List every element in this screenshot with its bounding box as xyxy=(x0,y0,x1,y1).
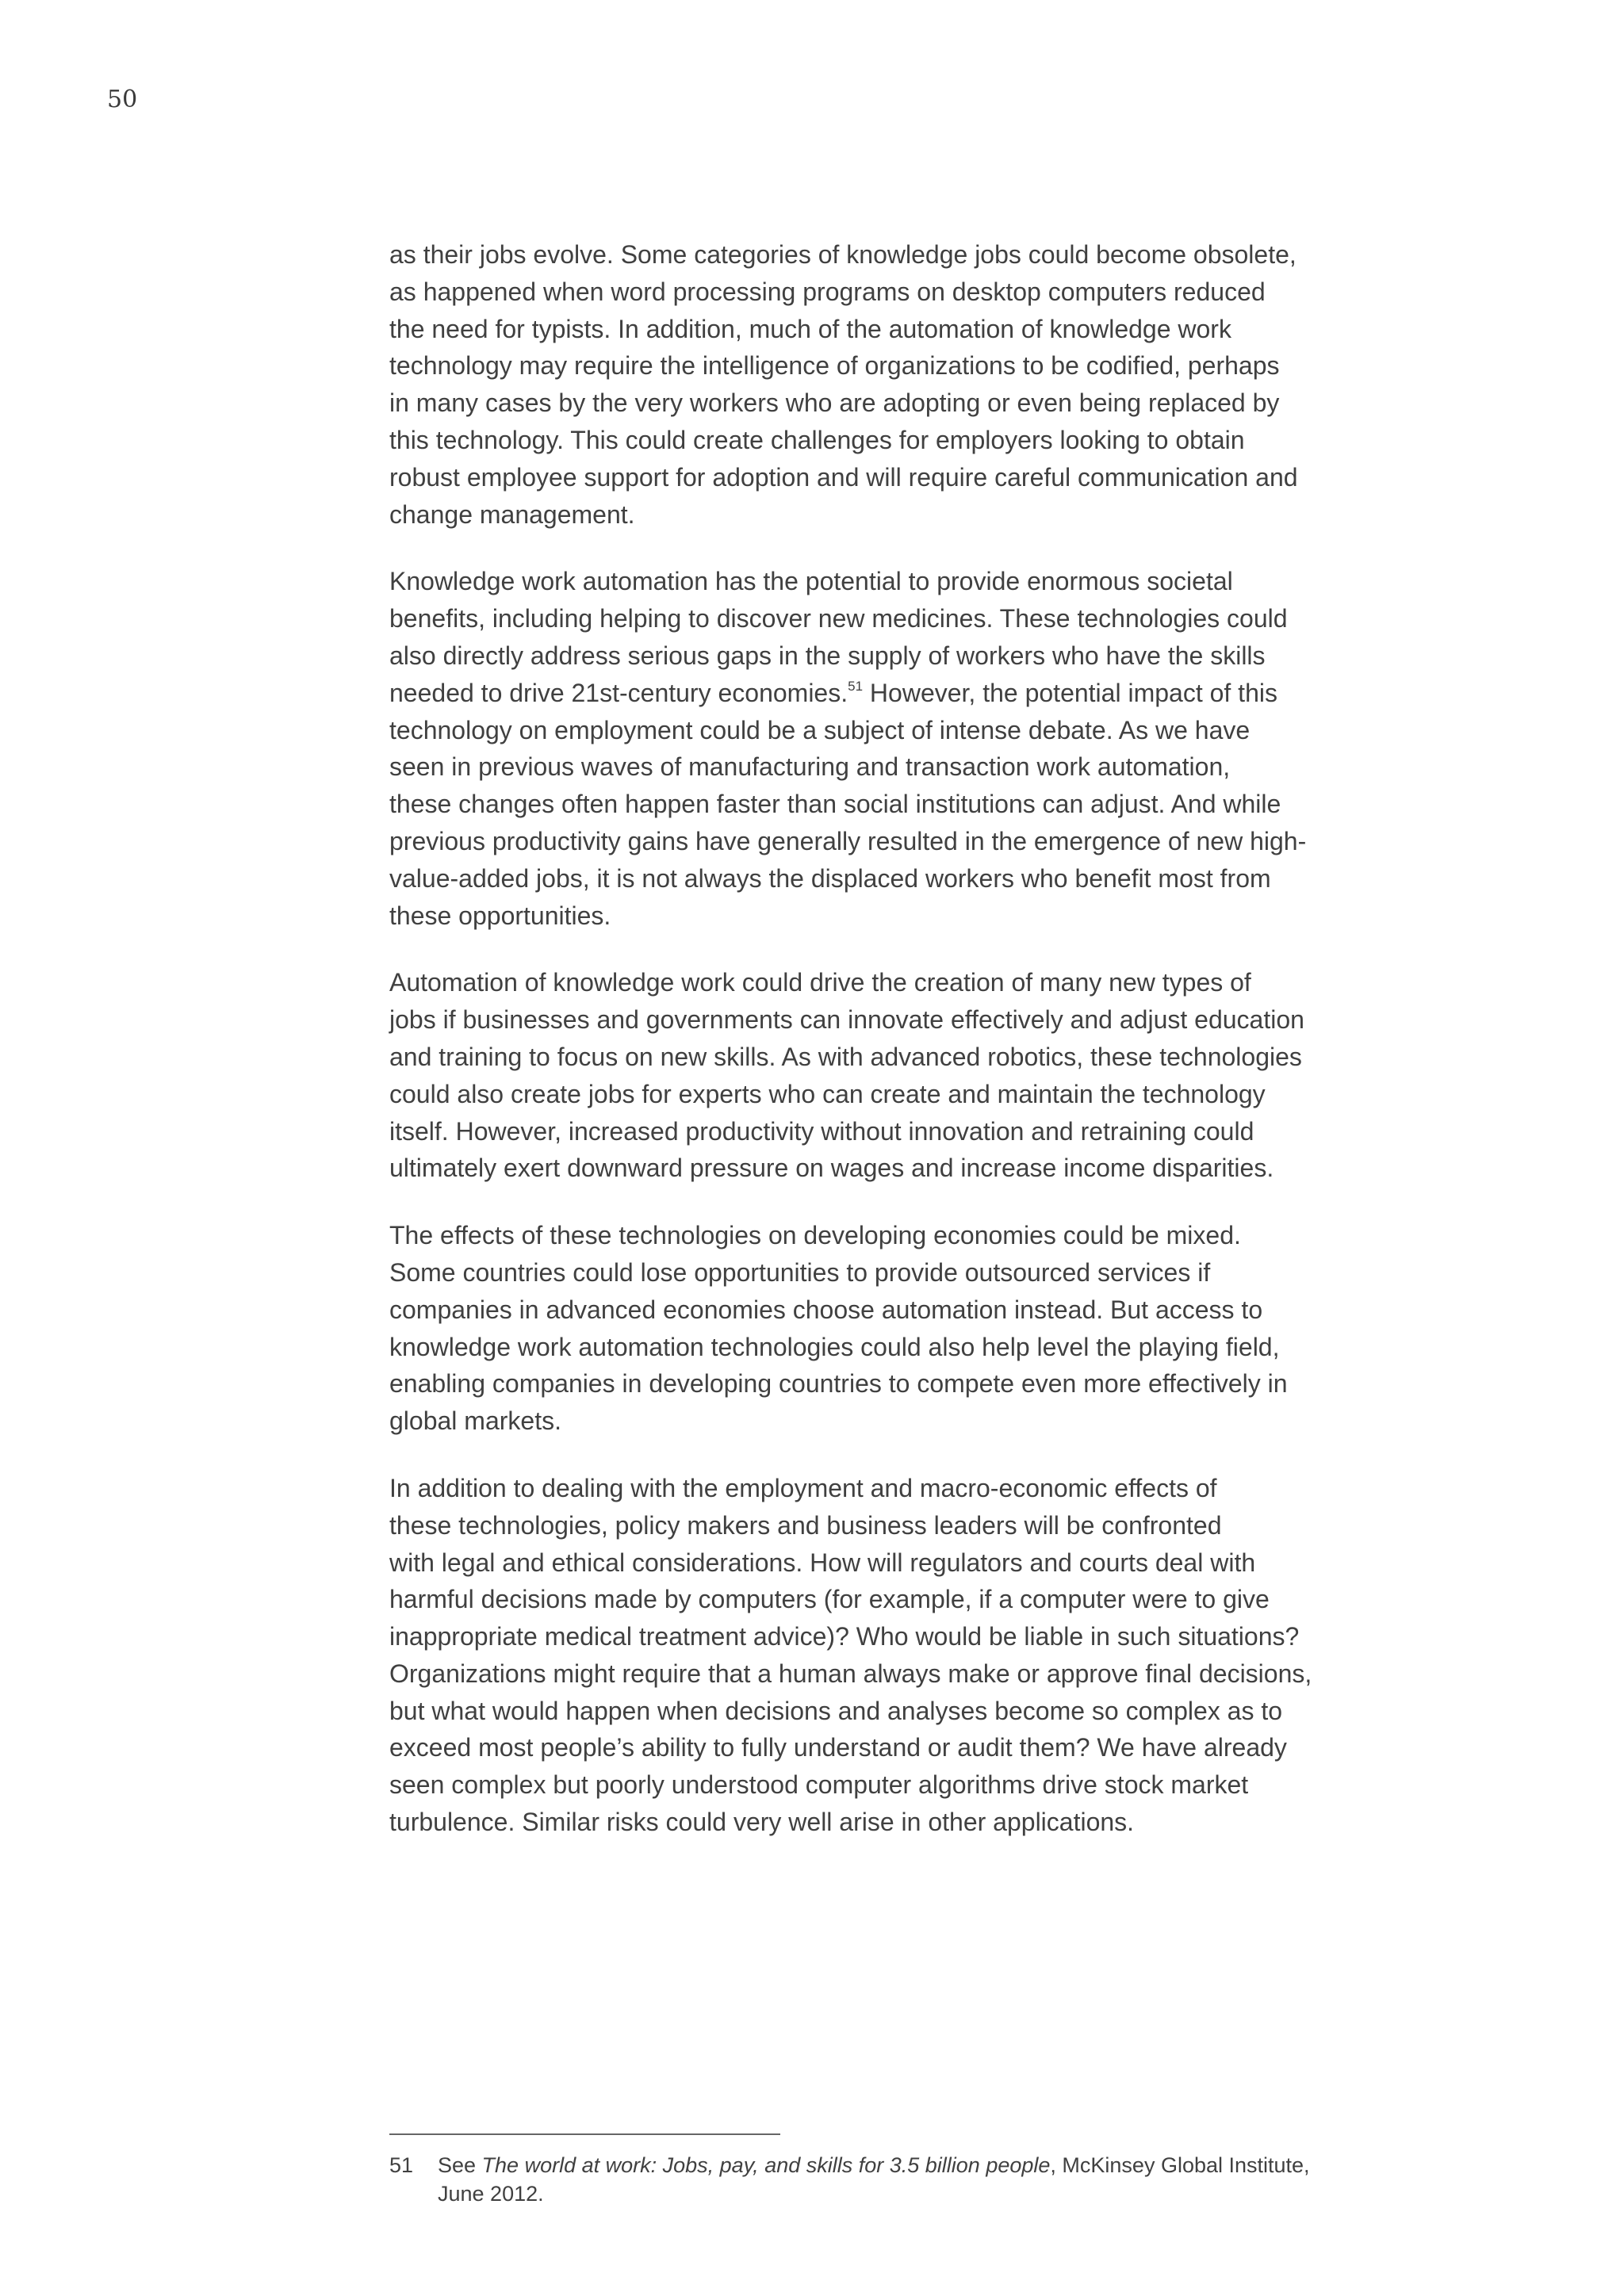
text-line: robust employee support for adoption and will require careful communication and xyxy=(389,462,1298,492)
text-line: Some countries could lose opportunities to provide outsourced services if xyxy=(389,1257,1211,1287)
text-line: enabling companies in developing countries to compete even more effectively in xyxy=(389,1369,1288,1399)
text-line-with-footnote-ref xyxy=(389,675,1388,712)
text-line: harmful decisions made by computers (for example, if a computer were to give xyxy=(389,1585,1270,1614)
text-line: in many cases by the very workers who are adopting or even being replaced by xyxy=(389,388,1280,418)
text-line: turbulence. Similar risks could very well arise in other applications. xyxy=(389,1808,1135,1837)
paragraph-3 xyxy=(389,964,1388,1187)
text-line: inappropriate medical treatment advice)? Who would be liable in such situations? xyxy=(389,1622,1300,1651)
footnote-line: June 2012. xyxy=(438,2182,544,2206)
footnote-source-title: The world at work: Jobs, pay, and skills for 3.5 billion people xyxy=(481,2153,1051,2177)
text-line: knowledge work automation technologies could also help level the playing field, xyxy=(389,1332,1280,1361)
text-segment: needed to drive 21st-century economies. xyxy=(389,678,848,707)
paragraph-5 xyxy=(389,1470,1388,1841)
paragraph-1 xyxy=(389,236,1388,533)
text-line: also directly address serious gaps in the supply of workers who have the skills xyxy=(389,641,1266,670)
text-line: could also create jobs for experts who can create and maintain the technology xyxy=(389,1079,1266,1108)
text-line: these technologies, policy makers and business leaders will be confronted xyxy=(389,1510,1222,1540)
text-line: itself. However, increased productivity without innovation and retraining could xyxy=(389,1116,1254,1146)
text-line: technology on employment could be a subject of intense debate. As we have xyxy=(389,715,1251,744)
text-line: as happened when word processing programs on desktop computers reduced xyxy=(389,277,1266,306)
text-segment: However, the potential impact of this xyxy=(863,678,1277,707)
text-line: the need for typists. In addition, much of the automation of knowledge work xyxy=(389,314,1231,343)
text-line: as their jobs evolve. Some categories of knowledge jobs could become obsolete, xyxy=(389,240,1297,269)
text-line: The effects of these technologies on developing economies could be mixed. xyxy=(389,1221,1241,1250)
text-line: this technology. This could create challenges for employers looking to obtain xyxy=(389,425,1245,454)
footnote-prefix: See xyxy=(438,2153,482,2177)
text-line: Organizations might require that a human always make or approve final decisions, xyxy=(389,1659,1312,1688)
body-text xyxy=(389,236,1388,1871)
text-line: Automation of knowledge work could drive the creation of many new types of xyxy=(389,968,1251,997)
text-line: Knowledge work automation has the potential to provide enormous societal xyxy=(389,567,1233,596)
text-line: seen in previous waves of manufacturing and transaction work automation, xyxy=(389,752,1231,782)
text-line: global markets. xyxy=(389,1406,561,1436)
text-line: companies in advanced economies choose automation instead. But access to xyxy=(389,1295,1263,1324)
footnote-number: 51 xyxy=(389,2153,414,2177)
text-line: these opportunities. xyxy=(389,901,611,930)
footnote-line xyxy=(438,2151,1388,2179)
text-line: ultimately exert downward pressure on wages and increase income disparities. xyxy=(389,1154,1274,1183)
text-line: benefits, including helping to discover new medicines. These technologies could xyxy=(389,604,1288,633)
footnote-reference[interactable]: 51 xyxy=(848,678,864,694)
text-line: these changes often happen faster than social institutions can adjust. And while xyxy=(389,790,1281,819)
footnote-suffix: , McKinsey Global Institute, xyxy=(1050,2153,1310,2177)
text-line: In addition to dealing with the employment and macro-economic effects of xyxy=(389,1473,1217,1502)
footnote-body xyxy=(438,2151,1388,2208)
text-line: seen complex but poorly understood computer algorithms drive stock market xyxy=(389,1770,1249,1800)
paragraph-2 xyxy=(389,563,1388,934)
text-line: value-added jobs, it is not always the displaced workers who benefit most from xyxy=(389,863,1271,893)
text-line: exceed most people’s ability to fully understand or audit them? We have already xyxy=(389,1733,1287,1762)
footnote xyxy=(389,2151,1388,2208)
footnote-divider xyxy=(389,2133,780,2135)
text-line: technology may require the intelligence of organizations to be codified, perhaps xyxy=(389,351,1280,381)
text-line: with legal and ethical considerations. How will regulators and courts deal with xyxy=(389,1548,1256,1577)
text-line: change management. xyxy=(389,499,635,529)
text-line: previous productivity gains have generally resulted in the emergence of new high- xyxy=(389,826,1307,855)
text-line: but what would happen when decisions and analyses become so complex as to xyxy=(389,1696,1283,1725)
paragraph-4 xyxy=(389,1217,1388,1440)
page-number: 50 xyxy=(107,86,138,113)
text-line: jobs if businesses and governments can innovate effectively and adjust education xyxy=(389,1005,1304,1035)
text-line: and training to focus on new skills. As with advanced robotics, these technologies xyxy=(389,1042,1302,1071)
